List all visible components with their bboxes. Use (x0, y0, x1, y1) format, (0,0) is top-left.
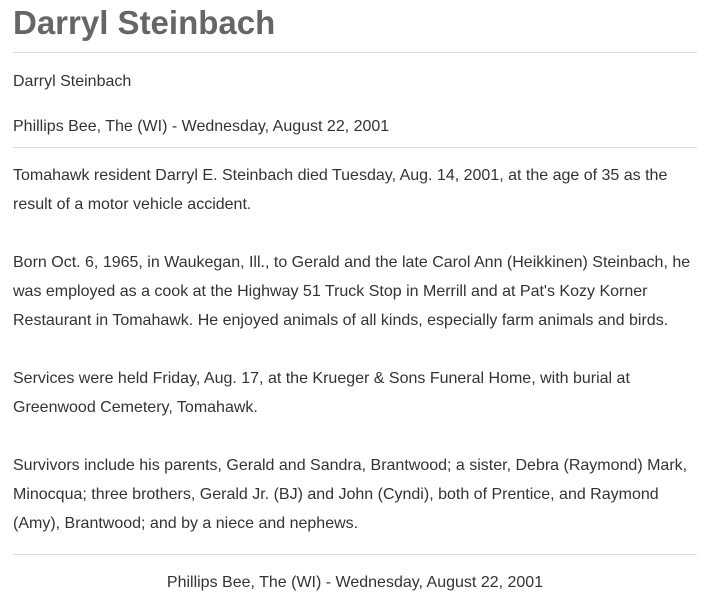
footer-source: Phillips Bee, The (WI) - Wednesday, August 22, 2001 (166, 574, 544, 591)
source-line: Phillips Bee, The (WI) - Wednesday, August 22, 2001 (13, 118, 390, 135)
obituary-body (13, 161, 697, 567)
title-divider (13, 52, 697, 53)
footer-divider (13, 554, 697, 555)
paragraph-death: Tomahawk resident Darryl E. Steinbach died Tuesday, Aug. 14, 2001, at the age of 35 as the result of a motor vehicle accident. (13, 167, 668, 213)
paragraph-biography: Born Oct. 6, 1965, in Waukegan, Ill., to Gerald and the late Carol Ann (Heikkinen) Steinbach, he was employed as a cook at the Highway 51 Truck Stop in Merrill and at Pat's Kozy Korner Restaurant in Tomahawk. He enjoyed animals of all kinds, especially farm animals and birds. (13, 254, 691, 329)
page-title: Darryl Steinbach (13, 4, 276, 41)
paragraph-survivors: Survivors include his parents, Gerald and Sandra, Brantwood; a sister, Debra (Raymond) Mark, Minocqua; three brothers, Gerald Jr. (BJ) and John (Cyndi), both of Prentice, and Raymond (Amy), Brantwood; and by a niece and nephews. (13, 457, 688, 532)
header-divider (13, 147, 697, 148)
name-line: Darryl Steinbach (13, 73, 132, 90)
paragraph-services: Services were held Friday, Aug. 17, at the Krueger & Sons Funeral Home, with burial at Greenwood Cemetery, Tomahawk. (13, 370, 630, 416)
